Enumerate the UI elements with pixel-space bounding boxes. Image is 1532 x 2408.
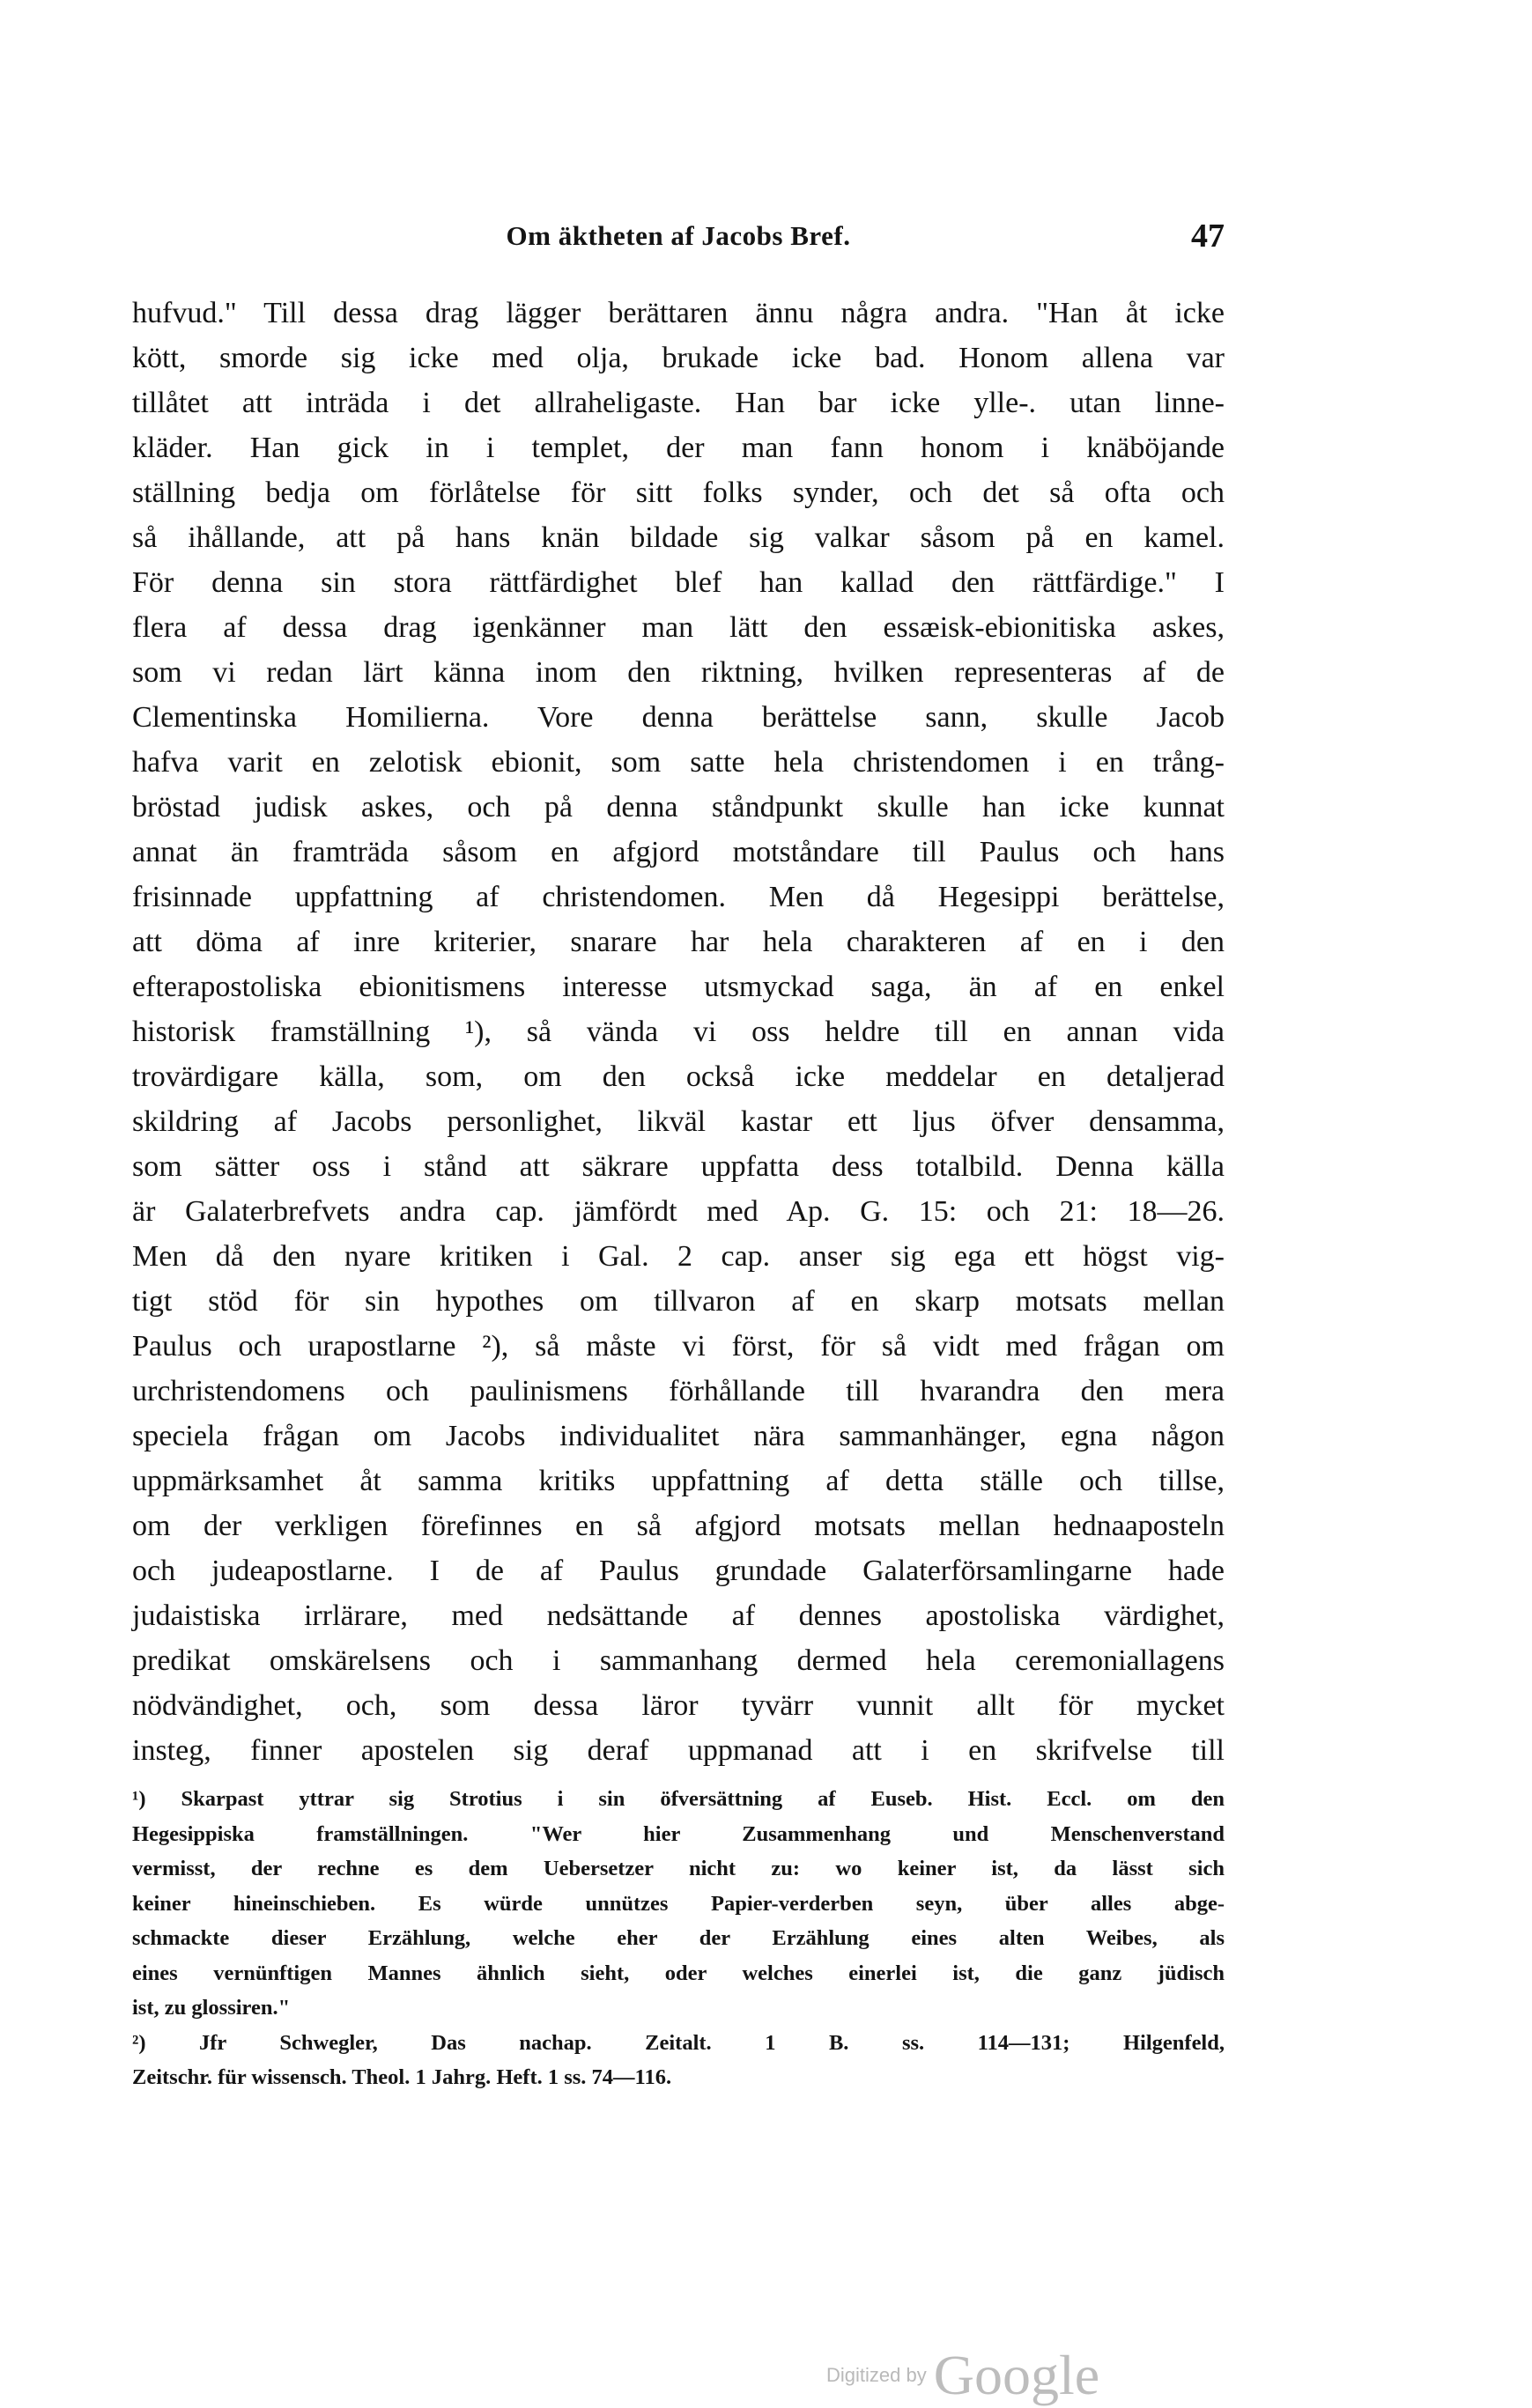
footnote-line: Zeitschr. für wissensch. Theol. 1 Jahrg. Heft. 1 ss. 74—116. <box>132 2065 672 2089</box>
body-line: att döma af inre kriterier, snarare har hela charakteren af en i den <box>132 926 1225 958</box>
body-line: Men då den nyare kritiken i Gal. 2 cap. anser sig ega ett högst vig- <box>132 1240 1225 1273</box>
body-line: historisk framställning ¹), så vända vi oss heldre till en annan vida <box>132 1016 1225 1048</box>
footnote-line: vermisst, der rechne es dem Uebersetzer nicht zu: wo keiner ist, da lässt sich <box>132 1857 1225 1880</box>
body-line: speciela frågan om Jacobs individualitet nära sammanhänger, egna någon <box>132 1420 1225 1452</box>
body-line: kläder. Han gick in i templet, der man fann honom i knäböjande <box>132 432 1225 464</box>
body-line: Paulus och urapostlarne ²), så måste vi först, för så vidt med frågan om <box>132 1330 1225 1363</box>
body-line: tigt stöd för sin hypothes om tillvaron af en skarp motsats mellan <box>132 1285 1225 1318</box>
body-line: uppmärksamhet åt samma kritiks uppfattning af detta ställe och tillse, <box>132 1465 1225 1497</box>
body-line: frisinnade uppfattning af christendomen. Men då Hegesippi berättelse, <box>132 881 1225 913</box>
watermark-logo: Google <box>933 2344 1100 2406</box>
body-line: och judeapostlarne. I de af Paulus grundade Galaterförsamlingarne hade <box>132 1555 1225 1587</box>
body-line: insteg, finner apostelen sig deraf uppmanad att i en skrifvelse till <box>132 1734 1225 1767</box>
body-line: bröstad judisk askes, och på denna ståndpunkt skulle han icke kunnat <box>132 791 1225 824</box>
footnote-line: ¹) Skarpast yttrar sig Strotius i sin öfversättning af Euseb. Hist. Eccl. om den <box>132 1787 1225 1811</box>
body-line: hufvud." Till dessa drag lägger berättaren ännu några andra. "Han åt icke <box>132 297 1225 329</box>
body-line: som vi redan lärt känna inom den riktning, hvilken representeras af de <box>132 656 1225 689</box>
body-line: flera af dessa drag igenkänner man lätt den essæisk-ebionitiska askes, <box>132 611 1225 644</box>
body-line: efterapostoliska ebionitismens interesse utsmyckad saga, än af en enkel <box>132 971 1225 1003</box>
body-line: så ihållande, att på hans knän bildade sig valkar såsom på en kamel. <box>132 521 1225 554</box>
footnote-line: schmackte dieser Erzählung, welche eher der Erzählung eines alten Weibes, als <box>132 1926 1225 1950</box>
body-text <box>132 291 1225 1773</box>
body-line: om der verkligen förefinnes en så afgjord motsats mellan hednaaposteln <box>132 1510 1225 1542</box>
watermark-prefix: Digitized by <box>826 2364 927 2386</box>
body-line: predikat omskärelsens och i sammanhang dermed hela ceremoniallagens <box>132 1644 1225 1677</box>
body-line: nödvändighet, och, som dessa läror tyvärr vunnit allt för mycket <box>132 1689 1225 1722</box>
body-line: tillåtet att inträda i det allraheligaste. Han bar icke ylle-. utan linne- <box>132 387 1225 419</box>
body-line: är Galaterbrefvets andra cap. jämfördt med Ap. G. 15: och 21: 18—26. <box>132 1195 1225 1228</box>
page-number: 47 <box>1191 218 1225 255</box>
footnote-line: keiner hineinschieben. Es würde unnützes Papier-verderben seyn, über alles abge- <box>132 1891 1225 1916</box>
body-line: annat än framträda såsom en afgjord motståndare till Paulus och hans <box>132 836 1225 868</box>
body-line: judaistiska irrlärare, med nedsättande af dennes apostoliska värdighet, <box>132 1599 1225 1632</box>
footnote-line: eines vernünftigen Mannes ähnlich sieht, oder welches einerlei ist, die ganz jüdisch <box>132 1961 1225 1985</box>
footnote-line: ist, zu glossiren." <box>132 1996 291 2020</box>
body-line: trovärdigare källa, som, om den också icke meddelar en detaljerad <box>132 1060 1225 1093</box>
body-line: som sätter oss i stånd att säkrare uppfatta dess totalbild. Denna källa <box>132 1150 1225 1183</box>
footnote-line: Hegesippiska framställningen. "Wer hier Zusammenhang und Menschenverstand <box>132 1821 1225 1846</box>
footnote-line: ²) Jfr Schwegler, Das nachap. Zeitalt. 1 B. ss. 114—131; Hilgenfeld, <box>132 2030 1225 2055</box>
body-line: skildring af Jacobs personlighet, likväl kastar ett ljus öfver densamma, <box>132 1105 1225 1138</box>
running-title: Om äktheten af Jacobs Bref. <box>506 220 851 251</box>
footnotes <box>132 1782 1225 2095</box>
page-header <box>132 220 1225 264</box>
digitized-watermark <box>826 2343 1099 2408</box>
body-line: hafva varit en zelotisk ebionit, som satte hela christendomen i en trång- <box>132 746 1225 779</box>
body-line: urchristendomens och paulinismens förhållande till hvarandra den mera <box>132 1375 1225 1407</box>
body-line: kött, smorde sig icke med olja, brukade icke bad. Honom allena var <box>132 342 1225 374</box>
body-line: För denna sin stora rättfärdighet blef han kallad den rättfärdige." I <box>132 566 1225 599</box>
body-line: Clementinska Homilierna. Vore denna berättelse sann, skulle Jacob <box>132 701 1225 734</box>
body-line: ställning bedja om förlåtelse för sitt folks synder, och det så ofta och <box>132 476 1225 509</box>
